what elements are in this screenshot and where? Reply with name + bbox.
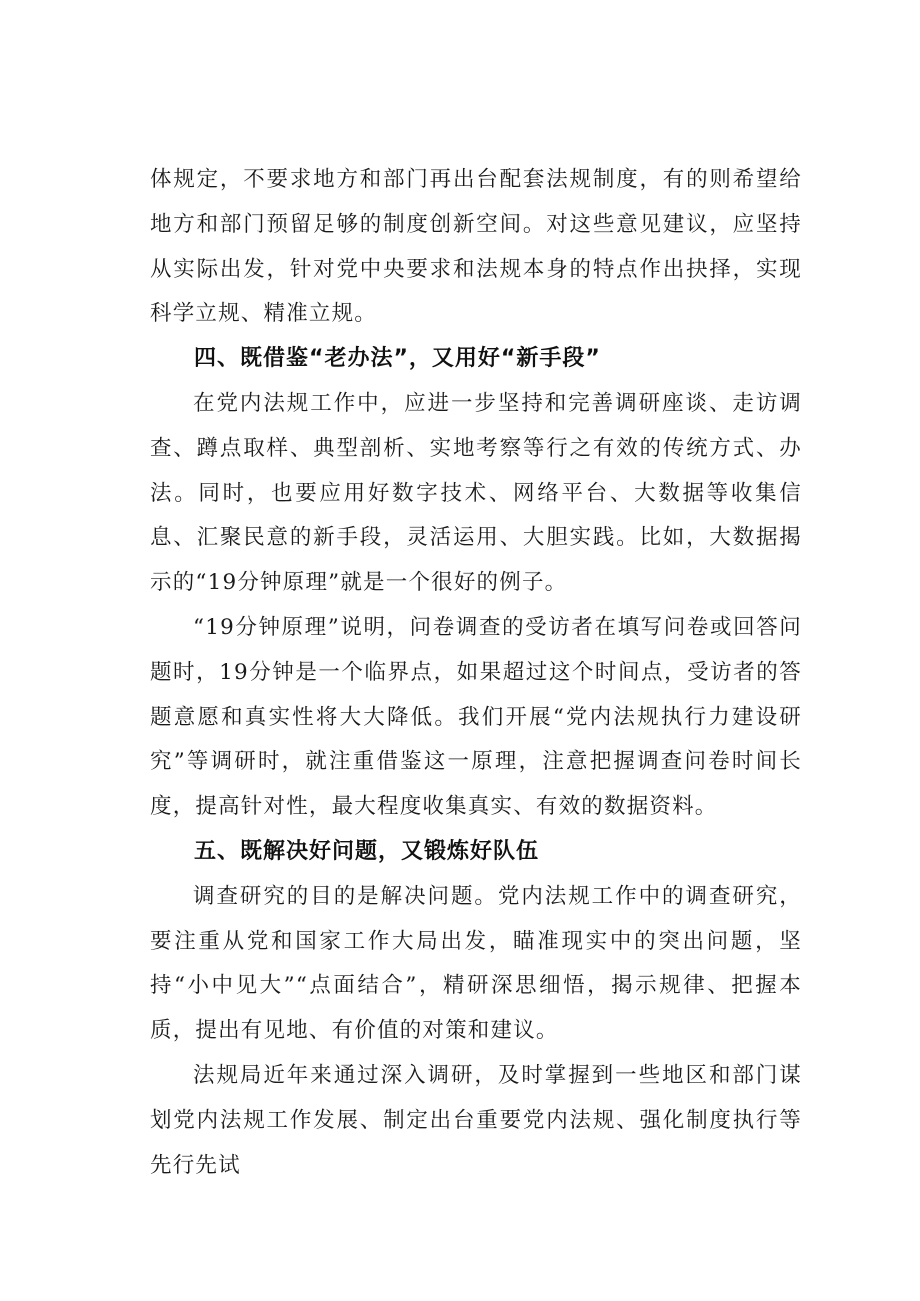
- paragraph-continuation: 体规定，不要求地方和部门再出台配套法规制度，有的则希望给地方和部门预留足够的制度创新空间。对这些意见建议，应坚持从实际出发，针对党中央要求和法规本身的特点作出抉择，实现科学立规、精准立规。: [150, 167, 802, 327]
- paragraph-19-minute-principle: “19分钟原理”说明，问卷调查的受访者在填写问卷或回答问题时，19分钟是一个临界点，如果超过这个时间点，受访者的答题意愿和真实性将大大降低。我们开展“党内法规执行力建设研究”等调研时，就注重借鉴这一原理，注意把握调查问卷时间长度，提高针对性，最大程度收集真实、有效的数据资料。: [150, 614, 802, 820]
- section-heading-four: 四、既借鉴“老办法”，又用好“新手段”: [194, 346, 601, 372]
- paragraph-bureau-research: 法规局近年来通过深入调研，及时掌握到一些地区和部门谋划党内法规工作发展、制定出台重要党内法规、强化制度执行等先行先试: [150, 1062, 802, 1178]
- paragraph-traditional-methods: 在党内法规工作中，应进一步坚持和完善调研座谈、走访调查、蹲点取样、典型剖析、实地考察等行之有效的传统方式、办法。同时，也要应用好数字技术、网络平台、大数据等收集信息、汇聚民意的新手段，灵活运用、大胆实践。比如，大数据揭示的“19分钟原理”就是一个很好的例子。: [150, 390, 802, 596]
- document-body: [150, 158, 802, 1188]
- paragraph-research-purpose: 调查研究的目的是解决问题。党内法规工作中的调查研究，要注重从党和国家工作大局出发，瞄准现实中的突出问题，坚持“小中见大”“点面结合”，精研深思细悟，揭示规律、把握本质，提出有见地、有价值的对策和建议。: [150, 883, 802, 1044]
- section-heading-five: 五、既解决好问题，又锻炼好队伍: [194, 838, 540, 864]
